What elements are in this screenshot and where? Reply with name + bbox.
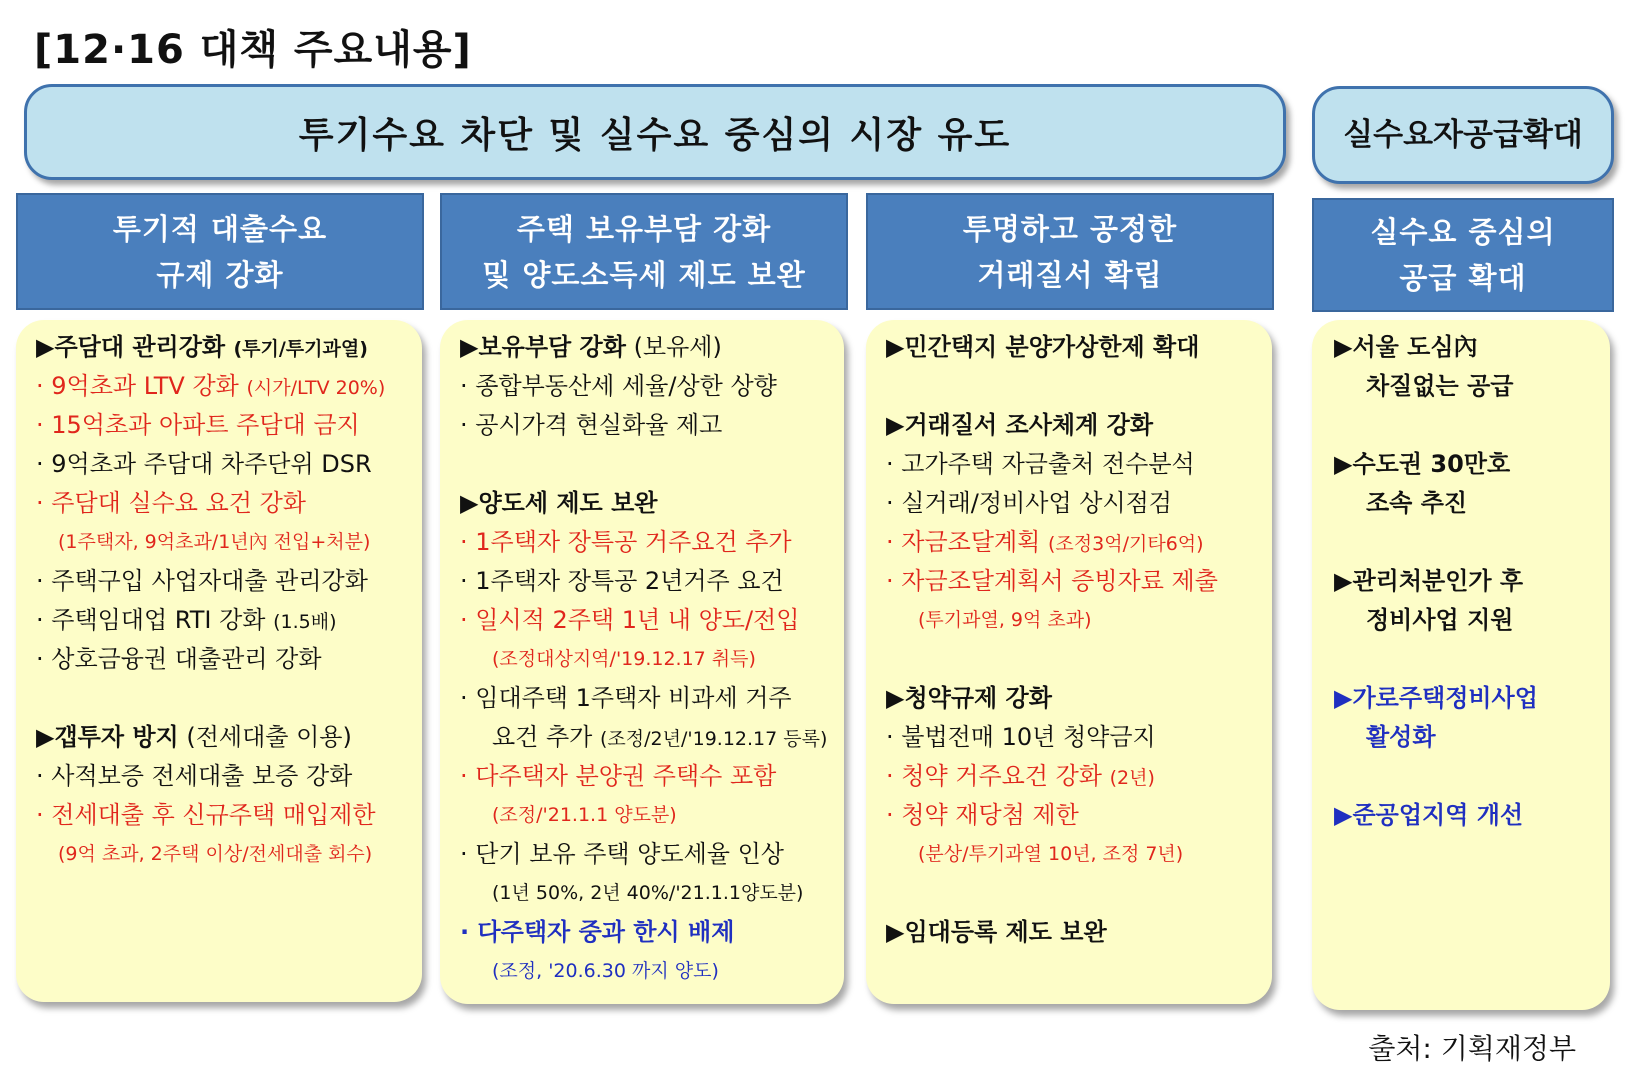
list-item-note: (1년 50%, 2년 40%/'21.1.1양도분) <box>492 882 804 904</box>
supply-banner-line1: 실수요자 <box>1343 117 1463 153</box>
section-heading-text: ▶갭투자 방지 <box>36 723 179 751</box>
header-line: 실수요 중심의 <box>1370 215 1556 249</box>
list-item: · 15억초과 아파트 주담대 금지 <box>36 411 360 439</box>
header-supply <box>1312 198 1614 312</box>
list-item: · 임대주택 1주택자 비과세 거주 <box>460 684 792 712</box>
header-holding-burden <box>440 193 848 310</box>
list-item: · 공시가격 현실화율 제고 <box>460 411 723 439</box>
list-item-note: (분상/투기과열 10년, 조정 7년) <box>918 843 1184 865</box>
section-heading: ▶임대등록 제도 보완 <box>886 918 1107 946</box>
list-item-text: · 청약 거주요건 강화 <box>886 762 1102 790</box>
supply-item-continued: 조속 추진 <box>1366 489 1468 517</box>
list-item: · 다주택자 분양권 주택수 포함 <box>460 762 777 790</box>
panel-loan-regulation <box>16 320 422 1002</box>
list-item <box>36 601 422 640</box>
header-line: 주택 보유부담 강화 <box>516 211 772 246</box>
section-heading-text: ▶주담대 관리강화 <box>36 333 226 361</box>
spacer <box>1334 757 1610 796</box>
section-heading-text: ▶보유부담 강화 <box>460 333 626 361</box>
spacer <box>36 679 422 718</box>
section-heading: ▶민간택지 분양가상한제 확대 <box>886 333 1200 361</box>
list-item: · 상호금융권 대출관리 강화 <box>36 645 322 673</box>
list-item: · 불법전매 10년 청약금지 <box>886 723 1156 751</box>
spacer <box>1334 640 1610 679</box>
list-item: · 다주택자 중과 한시 배제 <box>460 918 735 946</box>
list-item-text: 요건 추가 <box>492 723 593 751</box>
list-item-note: (조정3억/기타6억) <box>1048 533 1204 555</box>
panel-supply <box>1312 320 1610 1010</box>
supply-item: ▶서울 도심內 <box>1334 333 1478 361</box>
supply-item: ▶가로주택정비사업 <box>1334 684 1538 712</box>
supply-banner <box>1312 86 1614 184</box>
supply-banner-line2: 공급확대 <box>1463 117 1583 153</box>
supply-item-continued: 활성화 <box>1366 723 1436 751</box>
list-item-note: (시가/LTV 20%) <box>246 377 386 399</box>
spacer <box>1334 406 1610 445</box>
section-heading: ▶거래질서 조사체계 강화 <box>886 411 1154 439</box>
list-item <box>886 523 1272 562</box>
header-transaction-order <box>866 193 1274 310</box>
panel-transaction-order <box>866 320 1272 1004</box>
list-item: · 주담대 실수요 요건 강화 <box>36 489 306 517</box>
supply-item: ▶준공업지역 개선 <box>1334 801 1524 829</box>
section-note: (전세대출 이용) <box>186 723 352 751</box>
panel-holding-burden <box>440 320 844 1004</box>
source-note: 출처: 기획재정부 <box>1368 1032 1576 1065</box>
supply-item-continued: 정비사업 지원 <box>1366 606 1514 634</box>
section-heading <box>36 328 422 367</box>
supply-item-continued: 차질없는 공급 <box>1366 372 1514 400</box>
list-item-note: (조정대상지역/'19.12.17 취득) <box>492 648 756 670</box>
list-item-text: · 9억초과 LTV 강화 <box>36 372 239 400</box>
section-heading <box>460 328 844 367</box>
section-heading: ▶청약규제 강화 <box>886 684 1052 712</box>
section-heading <box>36 718 422 757</box>
list-item-text: · 자금조달계획 <box>886 528 1041 556</box>
list-item-note: (2년) <box>1109 767 1155 789</box>
header-line: 및 양도소득세 제도 보완 <box>482 257 806 292</box>
list-item: · 1주택자 장특공 거주요건 추가 <box>460 528 792 556</box>
list-item-continued <box>460 718 844 757</box>
list-item-note: (조정, '20.6.30 까지 양도) <box>492 960 719 982</box>
header-line: 거래질서 확립 <box>977 257 1163 292</box>
header-line: 투명하고 공정한 <box>962 211 1178 246</box>
list-item-note: (투기과열, 9억 초과) <box>918 609 1092 631</box>
list-item-note: (9억 초과, 2주택 이상/전세대출 회수) <box>58 843 373 865</box>
header-line: 투기적 대출수요 <box>112 211 328 246</box>
list-item <box>36 367 422 406</box>
list-item: · 실거래/정비사업 상시점검 <box>886 489 1172 517</box>
section-heading: ▶양도세 제도 보완 <box>460 489 658 517</box>
page-title: [12·16 대책 주요내용] <box>34 27 472 73</box>
list-item: · 단기 보유 주택 양도세율 인상 <box>460 840 784 868</box>
spacer <box>1334 523 1610 562</box>
list-item <box>886 757 1272 796</box>
section-note: (투기/투기과열) <box>233 338 368 360</box>
spacer <box>460 445 844 484</box>
header-line: 규제 강화 <box>156 257 284 292</box>
header-line: 공급 확대 <box>1399 261 1527 295</box>
supply-item: ▶수도권 30만호 <box>1334 450 1511 478</box>
list-item: · 자금조달계획서 증빙자료 제출 <box>886 567 1218 595</box>
list-item: · 9억초과 주담대 차주단위 DSR <box>36 450 372 478</box>
spacer <box>886 874 1272 913</box>
list-item-note: (조정/'21.1.1 양도분) <box>492 804 677 826</box>
list-item-note: (조정/2년/'19.12.17 등록) <box>600 728 828 750</box>
list-item: · 주택구입 사업자대출 관리강화 <box>36 567 368 595</box>
list-item: · 1주택자 장특공 2년거주 요건 <box>460 567 784 595</box>
list-item: · 일시적 2주택 1년 내 양도/전입 <box>460 606 800 634</box>
list-item-note: (1주택자, 9억초과/1년內 전입+처분) <box>58 531 371 553</box>
list-item-note: (1.5배) <box>273 611 337 633</box>
main-policy-banner: 투기수요 차단 및 실수요 중심의 시장 유도 <box>24 84 1286 180</box>
list-item: · 전세대출 후 신규주택 매입제한 <box>36 801 376 829</box>
list-item: · 청약 재당첨 제한 <box>886 801 1079 829</box>
header-loan-regulation <box>16 193 424 310</box>
list-item: · 사적보증 전세대출 보증 강화 <box>36 762 353 790</box>
list-item: · 고가주택 자금출처 전수분석 <box>886 450 1195 478</box>
spacer <box>886 640 1272 679</box>
spacer <box>886 367 1272 406</box>
list-item: · 종합부동산세 세율/상한 상향 <box>460 372 777 400</box>
list-item-text: · 주택임대업 RTI 강화 <box>36 606 266 634</box>
section-note: (보유세) <box>633 333 722 361</box>
supply-item: ▶관리처분인가 후 <box>1334 567 1524 595</box>
